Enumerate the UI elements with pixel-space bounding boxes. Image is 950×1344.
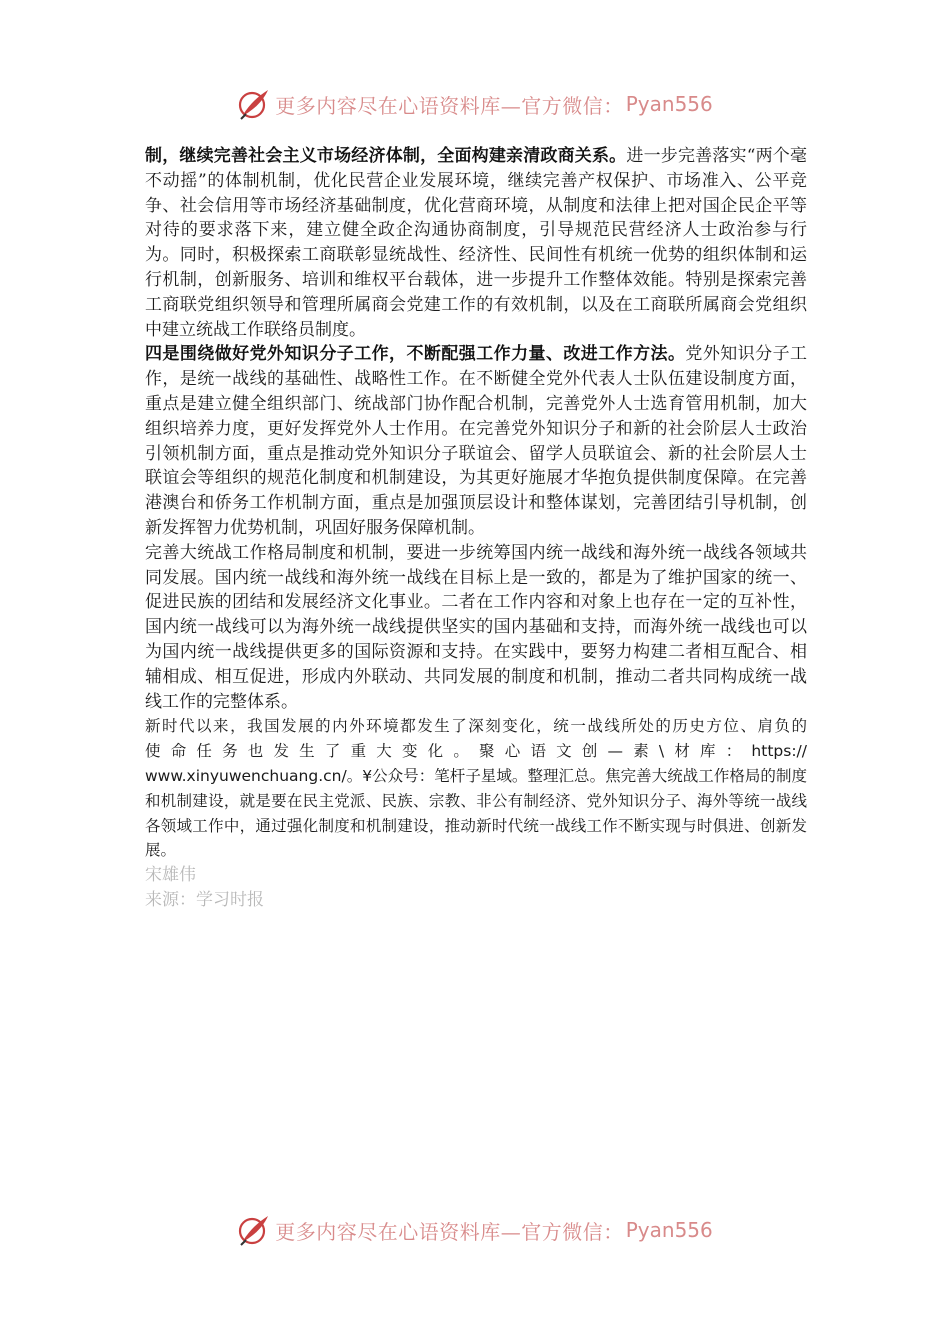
quill-pen-icon (237, 87, 271, 121)
author-name: 宋雄伟 (145, 865, 196, 886)
paragraph-2-text: 党外知识分子工作，是统一战线的基础性、战略性工作。在不断健全党外代表人士队伍建设制度方面，重点是建立健全组织部门、统战部门协作配合机制，完善党外人士选育管用机制，加大组织培养力度，更好发挥党外人士作用。在完善党外知识分子和新的社会阶层人士政治引领机制方面，重点是推动党外知识分子联谊会、留学人员联谊会、新的社会阶层人士联谊会等组织的规范化制度和机制建设，为其更好施展才华抱负提供制度保障。在完善港澳台和侨务工作机制方面，重点是加强顶层设计和整体谋划，完善团结引导机制，创新发挥智力优势机制，巩固好服务保障机制。 (145, 344, 808, 538)
paragraph-4-line-1: 新时代以来，我国发展的内外环境都发生了深刻变化，统一战线所处的历史方位、肩负的 (145, 717, 807, 736)
paragraph-1-text: 进一步完善落实“两个毫不动摇”的体制机制，优化民营企业发展环境，继续完善产权保护、市场准入、公平竞争、社会信用等市场经济基础制度，优化营商环境，从制度和法律上把对国企民企平等对待的要求落下来，建立健全政企沟通协商制度，引导规范民营经济人士政治参与行为。同时，积极探索工商联彰显统战性、经济性、民间性有机统一优势的组织体制和运行机制，创新服务、培训和维权平台载体，进一步提升工作整体效能。特别是探索完善工商联党组织领导和管理所属商会党建工作的有效机制，以及在工商联所属商会党组织中建立统战工作联络员制度。 (145, 146, 808, 340)
paragraph-4-text: www.xinyuwenchuang.cn/。¥公众号：笔杆子星域。整理汇总。焦完善大统战工作格局的制度和机制建设，就是要在民主党派、民族、宗教、非公有制经济、党外知识分子、海外等统一战线各领域工作中，通过强化制度和机制建设，推动新时代统一战线工作不断实现与时俱进、创新发展。 (145, 766, 807, 860)
banner-wechat-id: Pyan556 (625, 92, 713, 116)
banner-text: 更多内容尽在心语资料库—官方微信： (275, 93, 624, 118)
header-banner (0, 84, 950, 124)
paragraph-1-lead: 制，继续完善社会主义市场经济体制，全面构建亲清政商关系。 (145, 146, 627, 166)
footer-banner (0, 1210, 950, 1250)
source-line: 来源：学习时报 (145, 889, 264, 910)
paragraph-4-line-2: 使命任务也发生了重大变化。聚心语文创—素\材库：https:// (145, 742, 807, 761)
article-body (145, 144, 807, 913)
quill-pen-icon (237, 1213, 271, 1247)
paragraph-2 (145, 342, 807, 540)
paragraph-1 (145, 144, 807, 342)
banner-wechat-id: Pyan556 (625, 1218, 713, 1242)
paragraph-3: 完善大统战工作格局制度和机制，要进一步统筹国内统一战线和海外统一战线各领域共同发展。国内统一战线和海外统一战线在目标上是一致的，都是为了维护国家的统一、促进民族的团结和发展经济文化事业。二者在工作内容和对象上也存在一定的互补性，国内统一战线可以为海外统一战线提供坚实的国内基础和支持，而海外统一战线也可以为国内统一战线提供更多的国际资源和支持。在实践中，要努力构建二者相互配合、相辅相成、相互促进，形成内外联动、共同发展的制度和机制，推动二者共同构成统一战线工作的完整体系。 (145, 542, 807, 712)
paragraph-2-lead: 四是围绕做好党外知识分子工作，不断配强工作力量、改进工作方法。 (145, 344, 686, 365)
banner-text: 更多内容尽在心语资料库—官方微信： (275, 1219, 624, 1244)
